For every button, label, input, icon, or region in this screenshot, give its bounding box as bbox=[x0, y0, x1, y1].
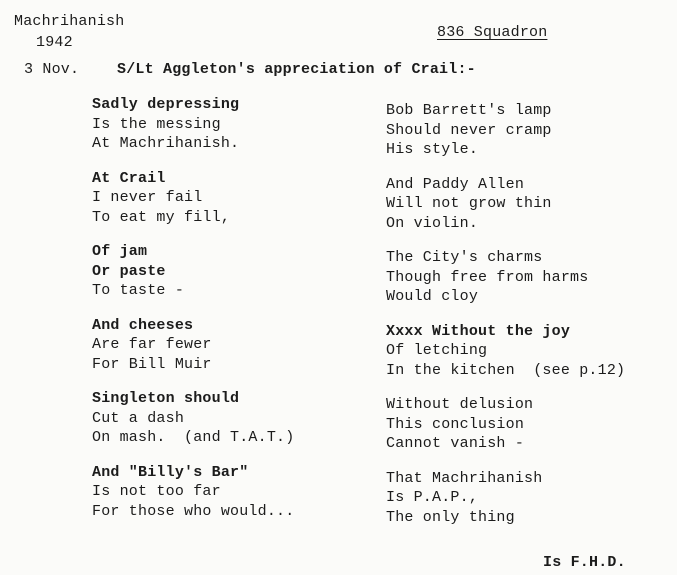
stanza bbox=[386, 395, 625, 454]
poem-line: Is not too far bbox=[92, 483, 221, 500]
stanza bbox=[92, 316, 294, 375]
stanza bbox=[92, 95, 294, 154]
poem-line: I never fail bbox=[92, 189, 203, 206]
poem-line: That Machrihanish bbox=[386, 469, 543, 487]
poem-line: Xxxx Without the joy bbox=[386, 322, 571, 340]
poem-line: And Paddy Allen bbox=[386, 175, 525, 193]
poem-line: In the kitchen (see p.12) bbox=[386, 361, 626, 379]
poem-line: At Machrihanish. bbox=[92, 135, 240, 152]
poem-line: On mash. (and T.A.T.) bbox=[92, 429, 295, 446]
poem-line: Of letching bbox=[386, 342, 488, 359]
entry-date: 3 Nov. bbox=[24, 61, 80, 78]
year-heading: 1942 bbox=[36, 34, 73, 51]
poem-line: Should never cramp bbox=[386, 121, 552, 139]
poem-line: Bob Barrett's lamp bbox=[386, 102, 552, 119]
poem-line: Though free from harms bbox=[386, 268, 589, 286]
poem-line: His style. bbox=[386, 141, 479, 158]
stanza bbox=[92, 242, 294, 301]
stanza bbox=[92, 389, 294, 448]
poem-line: Is the messing bbox=[92, 115, 221, 133]
poem-line: On violin. bbox=[386, 214, 479, 232]
entry-subject: S/Lt Aggleton's appreciation of Crail:- bbox=[117, 61, 476, 78]
poem-line: Cut a dash bbox=[92, 409, 185, 427]
poem-line: Would cloy bbox=[386, 288, 479, 305]
right-poem-column bbox=[386, 101, 625, 542]
place-heading: Machrihanish bbox=[14, 13, 125, 30]
poem-line: For Bill Muir bbox=[92, 355, 212, 373]
stanza bbox=[386, 175, 625, 234]
poem-line: Sadly depressing bbox=[92, 96, 240, 113]
stanza bbox=[92, 169, 294, 228]
poem-line: This conclusion bbox=[386, 415, 525, 433]
poem-line: Cannot vanish - bbox=[386, 435, 525, 452]
poem-line: Are far fewer bbox=[92, 336, 212, 353]
poem-line: Of jam bbox=[92, 243, 148, 260]
poem-line: At Crail bbox=[92, 169, 166, 187]
poem-line: Or paste bbox=[92, 262, 166, 280]
poem-line: Without delusion bbox=[386, 396, 534, 413]
poem-line: Will not grow thin bbox=[386, 195, 552, 212]
squadron-heading: 836 Squadron bbox=[437, 24, 548, 41]
poem-line: To taste - bbox=[92, 282, 185, 299]
poem-line: Singleton should bbox=[92, 390, 240, 407]
poem-line: And cheeses bbox=[92, 316, 194, 334]
stanza bbox=[386, 469, 625, 528]
left-poem-column bbox=[92, 95, 294, 536]
poem-line: And "Billy's Bar" bbox=[92, 463, 249, 481]
poem-line: The only thing bbox=[386, 508, 515, 526]
poem-line: Is P.A.P., bbox=[386, 489, 479, 506]
stanza bbox=[386, 322, 625, 381]
stanza bbox=[386, 248, 625, 307]
poem-line: The City's charms bbox=[386, 249, 543, 266]
stanza bbox=[92, 463, 294, 522]
poem-line: To eat my fill, bbox=[92, 208, 231, 226]
stanza bbox=[386, 101, 625, 160]
poem-line: For those who would... bbox=[92, 502, 295, 520]
closing-line: Is F.H.D. bbox=[543, 554, 626, 571]
